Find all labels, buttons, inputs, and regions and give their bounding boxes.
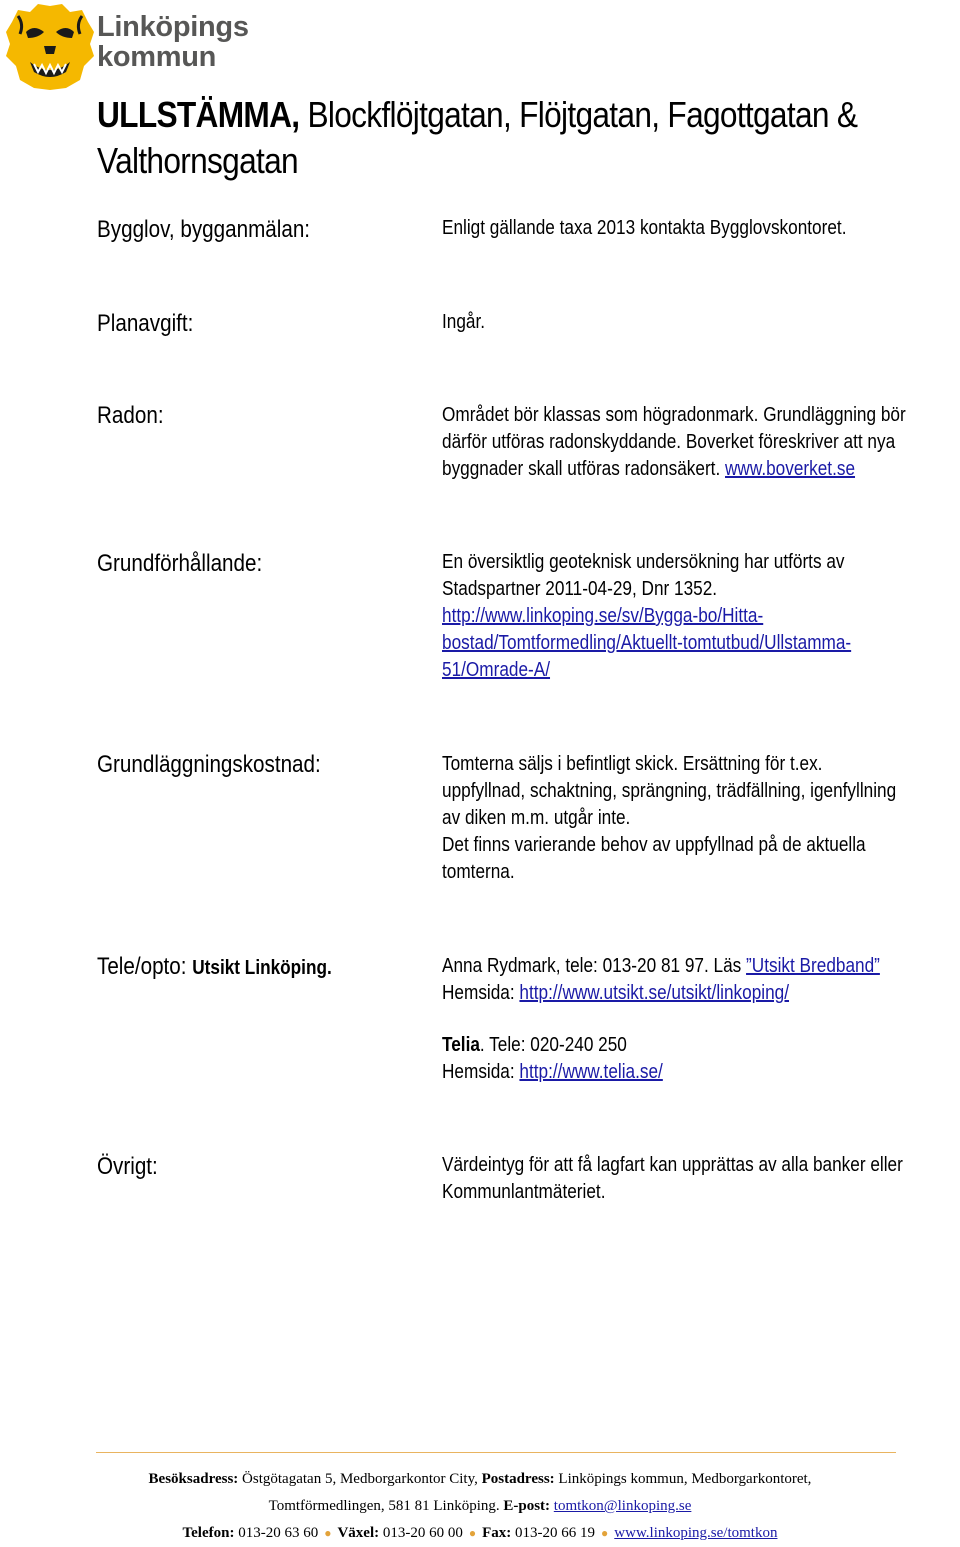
tele-label-main: Tele/opto: (97, 953, 187, 980)
geotechnical-link-part3[interactable]: 51/Omrade-A/ (442, 659, 551, 681)
utsikt-homepage-prefix: Hemsida: (442, 982, 520, 1004)
bullet-icon: ● (468, 1526, 477, 1540)
logo-line1: Linköpings (97, 11, 249, 43)
bygglov-value: Enligt gällande taxa 2013 kontakta Bygglovskontoret. (442, 217, 847, 239)
municipality-logo (4, 2, 304, 92)
visit-address-label: Besöksadress: (148, 1471, 239, 1487)
radon-line1: Området bör klassas som högradonmark. Grundläggning bör (442, 404, 906, 426)
bullet-icon: ● (601, 1526, 609, 1540)
postal-address-cont: Tomtförmedlingen, 581 81 Linköping. (268, 1498, 504, 1514)
footer (0, 1466, 960, 1547)
radon-line3: byggnader skall utföras radonsäkert. (442, 458, 721, 480)
telia-phone: . Tele: 020-240 250 (479, 1034, 627, 1056)
page-title (97, 92, 924, 184)
footer-line1 (0, 1466, 960, 1493)
radon-value (442, 402, 958, 483)
grundforhallande-line2: Stadspartner 2011-04-29, Dnr 1352. (442, 578, 718, 600)
grundforhallande-label: Grundförhållande: (97, 550, 263, 577)
utsikt-homepage-link[interactable]: http://www.utsikt.se/utsikt/linkoping/ (519, 982, 790, 1004)
planavgift-value: Ingår. (442, 311, 486, 333)
grundlaggningskostnad-value (442, 751, 958, 886)
utsikt-bredband-link[interactable]: ”Utsikt Bredband” (746, 955, 880, 977)
switchboard-label: Växel: (337, 1525, 380, 1541)
footer-divider (96, 1452, 896, 1453)
fax-number: 013-20 66 19 (511, 1525, 596, 1541)
ovrigt-line1: Värdeintyg för att få lagfart kan upprättas av alla banker eller (442, 1154, 903, 1176)
title-line2: Valthornsgatan (97, 140, 298, 181)
grundlaggning-line1: Tomterna säljs i befintligt skick. Ersättning för t.ex. (442, 753, 823, 775)
website-link[interactable]: www.linkoping.se/tomtkon (614, 1525, 778, 1541)
tele-label (97, 953, 332, 982)
tele-label-provider: Utsikt Linköping. (192, 957, 332, 979)
logo-wordmark (97, 12, 249, 72)
title-bold: ULLSTÄMMA, (97, 94, 300, 135)
footer-line3 (0, 1520, 960, 1547)
switchboard-number: 013-20 60 00 (379, 1525, 463, 1541)
grundlaggning-line5: tomterna. (442, 861, 515, 883)
title-rest: Blockflöjtgatan, Flöjtgatan, Fagottgatan & (299, 94, 858, 135)
radon-label: Radon: (97, 402, 164, 429)
geotechnical-link-part2[interactable]: bostad/Tomtformedling/Aktuellt-tomtutbud/Ullstamma- (442, 632, 852, 654)
footer-line2 (0, 1493, 960, 1520)
grundlaggning-line3: av diken m.m. utgår inte. (442, 807, 631, 829)
geotechnical-link-part1[interactable]: http://www.linkoping.se/sv/Bygga-bo/Hitta- (442, 605, 764, 627)
boverket-link[interactable]: www.boverket.se (725, 458, 856, 480)
grundforhallande-line1: En översiktlig geoteknisk undersökning har utförts av (442, 551, 845, 573)
tele-value (442, 953, 958, 1086)
fax-label: Fax: (482, 1525, 512, 1541)
postal-address-label: Postadress: (481, 1471, 555, 1487)
grundlaggningskostnad-label: Grundläggningskostnad: (97, 751, 321, 778)
radon-line2: därför utföras radonskyddande. Boverket föreskriver att nya (442, 431, 896, 453)
email-label: E-post: (503, 1498, 551, 1514)
phone-label: Telefon: (182, 1525, 235, 1541)
bullet-icon: ● (324, 1526, 332, 1540)
ovrigt-line2: Kommunlantmäteriet. (442, 1181, 606, 1203)
lion-head-icon (4, 2, 96, 92)
ovrigt-value (442, 1152, 958, 1206)
ovrigt-label: Övrigt: (97, 1153, 158, 1180)
email-link[interactable]: tomtkon@linkoping.se (553, 1498, 692, 1514)
bygglov-label: Bygglov, bygganmälan: (97, 216, 311, 243)
telia-homepage-link[interactable]: http://www.telia.se/ (519, 1061, 663, 1083)
logo-line2: kommun (97, 41, 217, 73)
grundlaggning-line4: Det finns varierande behov av uppfyllnad på de aktuella (442, 834, 866, 856)
visit-address: Östgötagatan 5, Medborgarkontor City, (238, 1471, 482, 1487)
telia-homepage-prefix: Hemsida: (442, 1061, 520, 1083)
grundforhallande-value (442, 549, 958, 684)
planavgift-label: Planavgift: (97, 310, 194, 337)
postal-address: Linköpings kommun, Medborgarkontoret, (554, 1471, 812, 1487)
grundlaggning-line2: uppfyllnad, schaktning, sprängning, trädfällning, igenfyllning (442, 780, 897, 802)
telia-name: Telia (442, 1034, 480, 1056)
tele-contact: Anna Rydmark, tele: 013-20 81 97. Läs (442, 955, 747, 977)
phone-number: 013-20 63 60 (234, 1525, 319, 1541)
